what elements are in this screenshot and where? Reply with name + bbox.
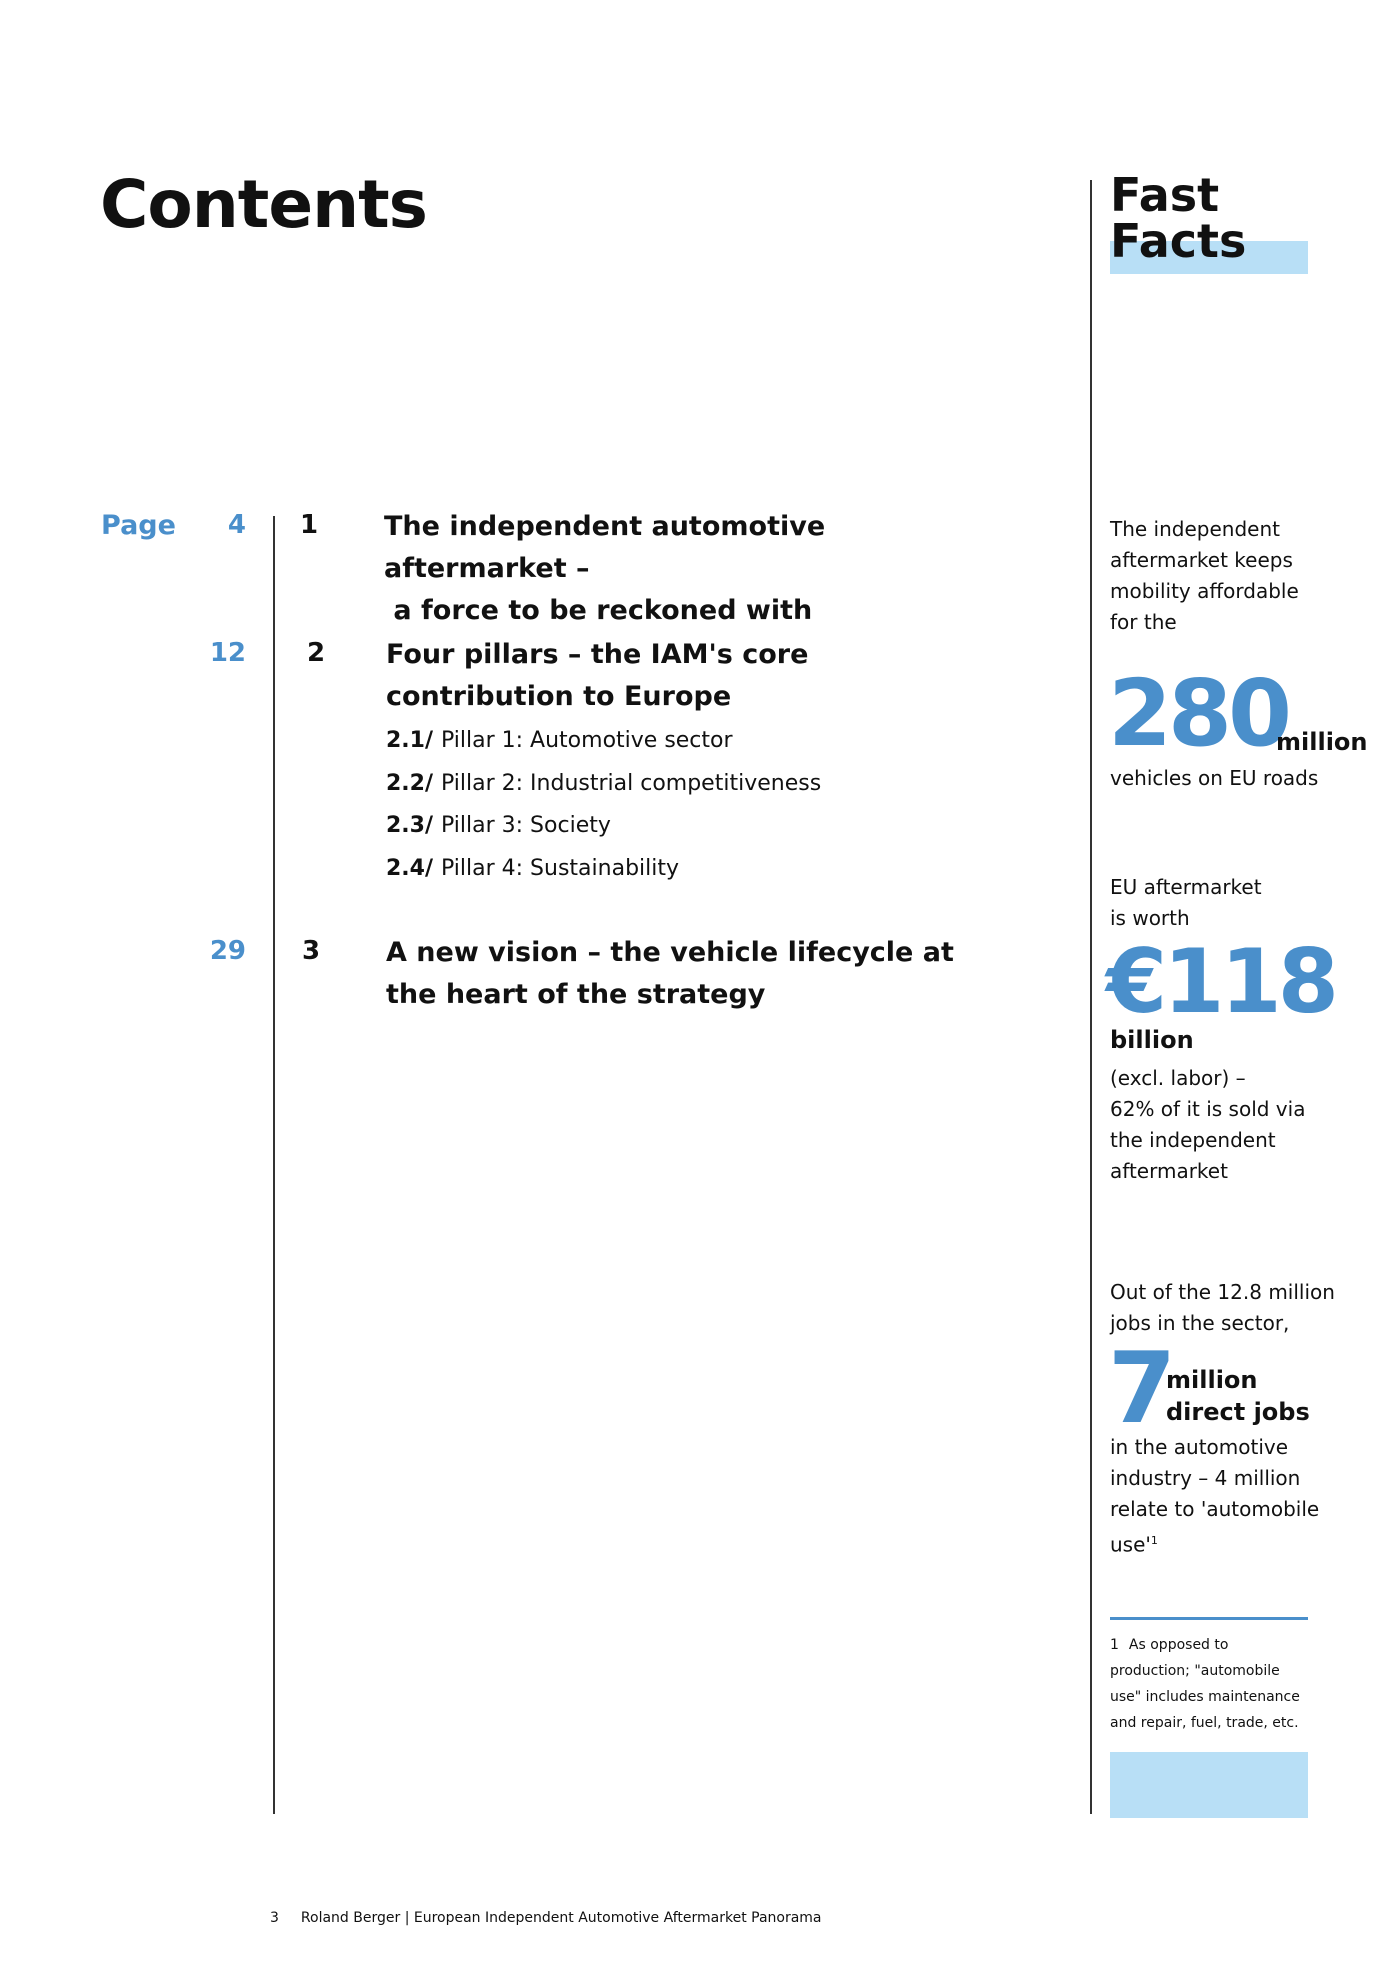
footer-text: Roland Berger | European Independent Automotive Aftermarket Panorama xyxy=(300,1910,822,1926)
footnote-line: production; "automobile xyxy=(1110,1663,1280,1679)
page-column-label: Page xyxy=(101,510,176,541)
fact-2-intro-line: EU aftermarket xyxy=(1110,875,1262,899)
subsection-2-2[interactable] xyxy=(386,769,821,799)
footer-page-number: 3 xyxy=(270,1910,279,1926)
fact-1-intro-line: mobility affordable xyxy=(1110,579,1299,603)
fact-3-after xyxy=(1110,1432,1340,1561)
page-footer xyxy=(270,1910,822,1926)
footnote-line xyxy=(1110,1632,1315,1658)
section-1-page[interactable]: 4 xyxy=(227,510,246,540)
fact-1-intro-line: The independent xyxy=(1110,517,1280,541)
section-2-title[interactable] xyxy=(386,634,986,718)
section-2-title-line1: Four pillars – the IAM's core xyxy=(386,639,809,670)
fact-2-after-line: the independent xyxy=(1110,1128,1276,1152)
fact-2-after-line: 62% of it is sold via xyxy=(1110,1097,1306,1121)
subsection-text: Pillar 1: Automotive sector xyxy=(441,728,733,753)
fact-1-after-line: vehicles on EU roads xyxy=(1110,766,1319,790)
subsection-number: 2.4/ xyxy=(386,856,434,881)
section-2-title-line2: contribution to Europe xyxy=(386,681,732,712)
subsection-2-1[interactable] xyxy=(386,726,733,756)
section-3-number: 3 xyxy=(302,936,321,966)
fact-1-unit: million xyxy=(1276,728,1368,756)
fact-2-unit: billion xyxy=(1110,1026,1194,1054)
fact-3-unit-line1: million xyxy=(1166,1366,1258,1394)
fact-3-number: 7 xyxy=(1108,1332,1173,1446)
section-1-number: 1 xyxy=(300,510,319,540)
section-3-title-line1: A new vision – the vehicle lifecycle at xyxy=(386,937,954,968)
fast-facts-title-line1: Fast xyxy=(1110,168,1220,222)
footnote-divider xyxy=(1110,1617,1308,1620)
section-1-title-line2: a force to be reckoned with xyxy=(384,595,813,626)
footnote-reference[interactable]: 1 xyxy=(1150,1534,1158,1547)
fact-3-after-line-last xyxy=(1110,1525,1340,1561)
section-1-title-line1: The independent automotive aftermarket – xyxy=(384,511,826,584)
footnote-line: use" includes maintenance xyxy=(1110,1689,1300,1705)
fact-1-intro-line: for the xyxy=(1110,610,1177,634)
section-1-title[interactable] xyxy=(384,506,984,632)
fact-1-after xyxy=(1110,763,1340,794)
section-3-title-line2: the heart of the strategy xyxy=(386,979,766,1010)
fact-3-after-line: in the automotive xyxy=(1110,1435,1289,1459)
fact-1-intro xyxy=(1110,514,1340,638)
fact-2-after-line: aftermarket xyxy=(1110,1159,1228,1183)
section-3-title[interactable] xyxy=(386,932,986,1016)
fast-facts-title-line2: Facts xyxy=(1110,214,1247,268)
fact-2-after-line: (excl. labor) – xyxy=(1110,1066,1246,1090)
subsection-number: 2.2/ xyxy=(386,771,434,796)
fact-3-after-last: use' xyxy=(1110,1532,1151,1557)
subsection-number: 2.1/ xyxy=(386,728,434,753)
section-3-page[interactable]: 29 xyxy=(209,936,246,966)
fact-2-intro-line: is worth xyxy=(1110,906,1190,930)
fact-1-intro-line: aftermarket keeps xyxy=(1110,548,1293,572)
decorative-blue-box xyxy=(1110,1752,1308,1818)
footnote-marker: 1 xyxy=(1110,1637,1119,1653)
subsection-text: Pillar 4: Sustainability xyxy=(441,856,680,881)
fact-3-intro-line: Out of the 12.8 million xyxy=(1110,1280,1335,1304)
fact-2-number: €118 xyxy=(1106,930,1335,1033)
fast-facts-title xyxy=(1110,168,1247,268)
footnote-line: and repair, fuel, trade, etc. xyxy=(1110,1715,1299,1731)
fact-3-unit-line2: direct jobs xyxy=(1166,1398,1310,1426)
contents-divider xyxy=(273,516,275,1814)
subsection-2-3[interactable] xyxy=(386,811,611,841)
section-2-page[interactable]: 12 xyxy=(209,638,246,668)
subsection-number: 2.3/ xyxy=(386,813,434,838)
fast-facts-divider xyxy=(1090,180,1092,1814)
subsection-text: Pillar 2: Industrial competitiveness xyxy=(441,771,822,796)
footnote xyxy=(1110,1632,1315,1736)
page-title: Contents xyxy=(100,166,427,243)
section-2-number: 2 xyxy=(307,638,326,668)
fact-2-intro xyxy=(1110,872,1340,934)
fact-3-after-line: relate to 'automobile xyxy=(1110,1497,1320,1521)
fact-3-intro xyxy=(1110,1277,1340,1339)
fact-3-intro-line: jobs in the sector, xyxy=(1110,1311,1290,1335)
fact-3-unit xyxy=(1166,1364,1326,1428)
fact-2-after xyxy=(1110,1063,1340,1187)
footnote-text: As opposed to xyxy=(1128,1637,1229,1653)
subsection-2-4[interactable] xyxy=(386,854,679,884)
fact-1-number: 280 xyxy=(1108,660,1289,767)
subsection-text: Pillar 3: Society xyxy=(441,813,611,838)
fact-3-after-line: industry – 4 million xyxy=(1110,1466,1301,1490)
